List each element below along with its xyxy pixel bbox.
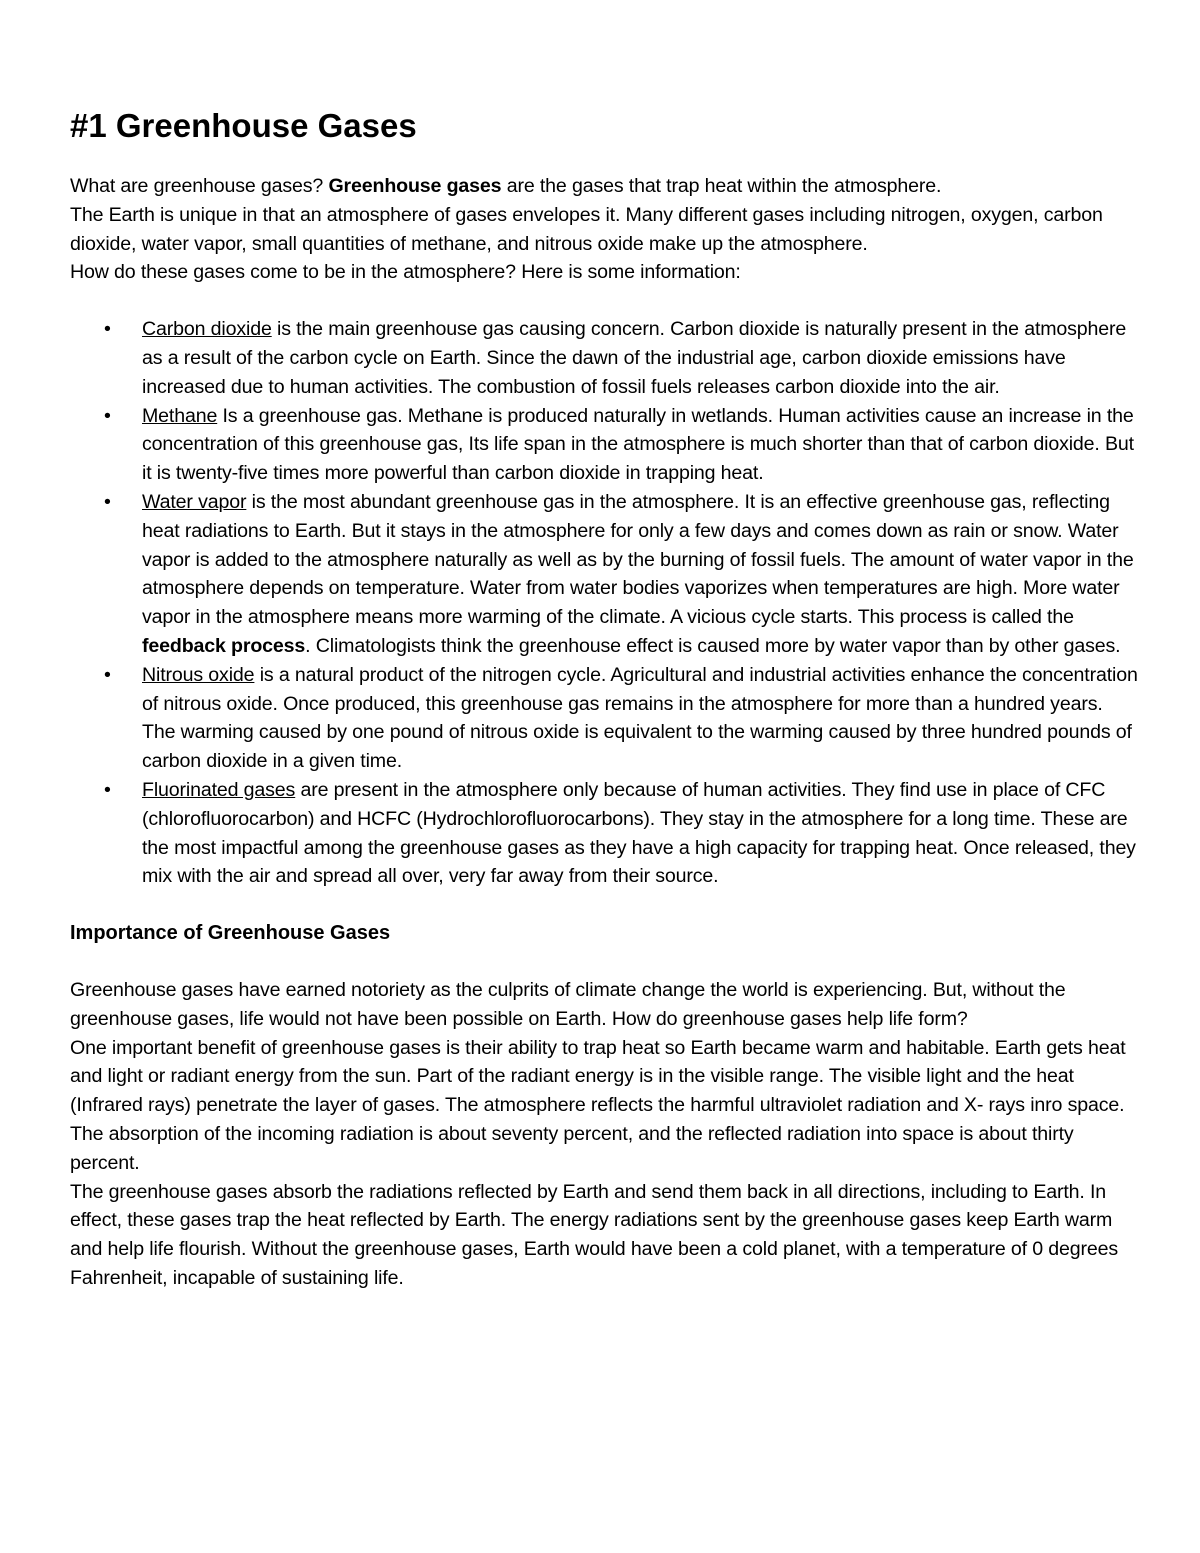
list-item-text-continued: . Climatologists think the greenhouse effect is caused more by water vapor than by other gases. [305, 634, 1121, 657]
list-item-water-vapor [70, 488, 1140, 661]
bullet-icon: • [104, 490, 111, 513]
intro-question: What are greenhouse gases? [70, 175, 329, 197]
page-title: #1 Greenhouse Gases [70, 107, 417, 144]
list-item-text: is the main greenhouse gas causing concern. Carbon dioxide is naturally present in the atmosphere as a result of the carbon cycle on Earth. Since the dawn of the industrial age, carbon dioxide emissions have increased due to human activities. The combustion of fossil fuels releases carbon dioxide into the air. [142, 318, 1127, 398]
feedback-process-term: feedback process [142, 634, 306, 657]
list-item-text: are present in the atmosphere only because of human activities. They find use in place of CFC (chlorofluorocarbon) and HCFC (Hydrochlorofluorocarbons). They stay in the atmosphere for a long time. These are the most impactful among the greenhouse gases as they have a high capacity for trapping heat. Once released, they mix with the air and spread all over, very far away from their source. [142, 778, 1136, 888]
section-heading-importance: Importance of Greenhouse Gases [70, 922, 391, 945]
bullet-icon: • [104, 778, 111, 801]
list-item-fluorinated-gases [70, 776, 1140, 891]
term-fluorinated-gases: Fluorinated gases [142, 778, 296, 801]
intro-paragraph-3: How do these gases come to be in the atmosphere? Here is some information: [70, 261, 741, 284]
greenhouse-gases-term: Greenhouse gases [328, 175, 502, 197]
list-item-carbon-dioxide [70, 315, 1140, 401]
intro-paragraph-2: The Earth is unique in that an atmosphere of gases envelopes it. Many different gases including nitrogen, oxygen, carbon dioxide, water vapor, small quantities of methane, and nitrous oxide make up the atmosphere. [70, 203, 1103, 255]
list-item-methane [70, 402, 1140, 488]
list-item-text: Is a greenhouse gas. Methane is produced naturally in wetlands. Human activities cause an increase in the concentration of this greenhouse gas, Its life span in the atmosphere is much shorter than that of carbon dioxide. But it is twenty-five times more powerful than carbon dioxide in trapping heat. [142, 404, 1134, 485]
intro-definition: are the gases that trap heat within the atmosphere. [501, 175, 942, 197]
importance-paragraph-3: The greenhouse gases absorb the radiations reflected by Earth and send them back in all directions, including to Earth. In effect, these gases trap the heat reflected by Earth. The energy radiations sent by the greenhouse gases keep Earth warm and help life flourish. Without the greenhouse gases, Earth would have been a cold planet, with a temperature of 0 degrees Fahrenheit, incapable of sustaining life. [70, 1180, 1119, 1289]
list-item-text: is the most abundant greenhouse gas in the atmosphere. It is an effective greenhouse gas, reflecting heat radiations to Earth. But it stays in the atmosphere for only a few days and comes down as rain or snow. Water vapor is added to the atmosphere naturally as well as by the burning of fossil fuels. The amount of water vapor in the atmosphere depends on temperature. Water from water bodies vaporizes when temperatures are high. More water vapor in the atmosphere means more warming of the climate. A vicious cycle starts. This process is called the [142, 490, 1134, 629]
term-water-vapor: Water vapor [142, 490, 247, 513]
document-page [70, 104, 1140, 1293]
bullet-icon: • [104, 663, 111, 686]
term-nitrous-oxide: Nitrous oxide [142, 663, 255, 686]
importance-paragraph-1: Greenhouse gases have earned notoriety as the culprits of climate change the world is experiencing. But, without the greenhouse gases, life would not have been possible on Earth. How do greenhouse gases help life form? [70, 978, 1066, 1030]
bullet-icon: • [104, 318, 111, 341]
gases-list [70, 315, 1140, 891]
term-methane: Methane [142, 404, 218, 427]
intro-paragraph-1 [70, 172, 1140, 201]
bullet-icon: • [104, 404, 111, 427]
importance-paragraph-2: One important benefit of greenhouse gases is their ability to trap heat so Earth became warm and habitable. Earth gets heat and light or radiant energy from the sun. Part of the radiant energy is in the visible range. The visible light and the heat (Infrared rays) penetrate the layer of gases. The atmosphere reflects the harmful ultraviolet radiation and X- rays inro space. The absorption of the incoming radiation is about seventy percent, and the reflected radiation into space is about thirty percent. [70, 1036, 1126, 1174]
list-item-text: is a natural product of the nitrogen cycle. Agricultural and industrial activities enhance the concentration of nitrous oxide. Once produced, this greenhouse gas remains in the atmosphere for more than a hundred years. The warming caused by one pound of nitrous oxide is equivalent to the warming caused by three hundred pounds of carbon dioxide in a given time. [142, 663, 1138, 773]
term-carbon-dioxide: Carbon dioxide [142, 318, 272, 341]
list-item-nitrous-oxide [70, 661, 1140, 776]
